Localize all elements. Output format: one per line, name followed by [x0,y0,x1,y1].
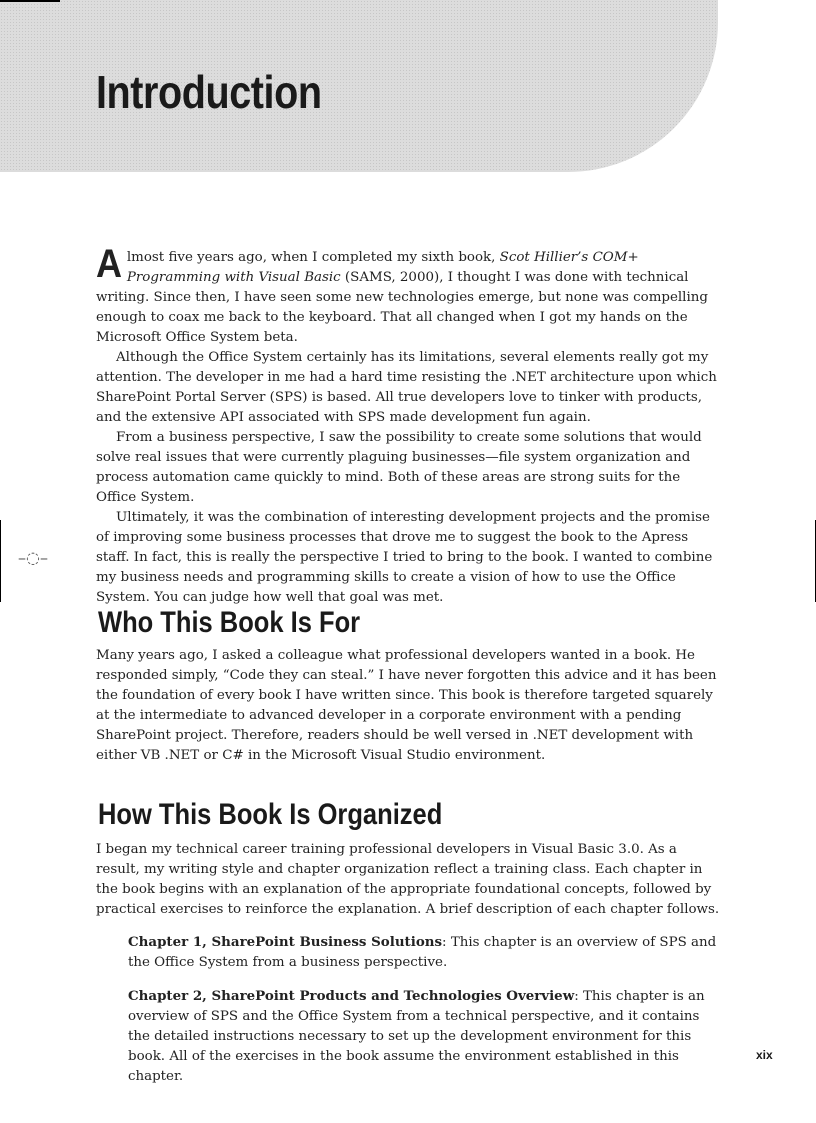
top-rule [0,0,60,2]
how-paragraph: I began my technical career training professional developers in Visual Basic 3.0. As a result, my writing style and chapter organization reflect a training class. Each chapter in the book begins with an explanation of the appropriate foundational concepts, followed by practical exercises to reinforce the explanation. A brief description of each chapter follows. [96,842,720,917]
drop-cap: A [96,242,123,286]
who-section [96,646,721,766]
who-paragraph: Many years ago, I asked a colleague what professional developers wanted in a book. He responded simply, “Code they can steal.” I have never forgotten this advice and it has been the foundation of every book I have written since. This book is therefore targeted squarely at the intermediate to advanced developer in a corporate environment with a pending SharePoint project. Therefore, readers should be well versed in .NET development with either VB .NET or C# in the Microsoft Visual Studio environment. [96,648,717,763]
chapter-description: : This chapter is an overview of SPS and the Office System from a business perspective. [128,935,717,970]
section-heading-how: How This Book Is Organized [98,798,443,831]
chapter-description: : This chapter is an overview of SPS and the Office System from a technical perspective, and it contains the detailed instructions necessary to set up the development environment for this book. All of the exercises in the book assume the environment established in this chapter. [128,989,705,1084]
intro-paragraph-3: From a business perspective, I saw the possibility to create some solutions that would solve real issues that were currently plaguing businesses—file system organization and process automation came quickly to mind. Both of these areas are strong suits for the Office System. [96,430,702,505]
chapter-title: Chapter 1, SharePoint Business Solutions [128,934,443,950]
intro-paragraph-4: Ultimately, it was the combination of interesting development projects and the promise of improving some business processes that drove me to suggest the book to the Apress staff. In fact, this is really the perspective I tried to bring to the book. I wanted to combine my business needs and programming skills to create a vision of how to use the Office System. You can judge how well that goal was met. [96,510,713,605]
chapter-entry-1 [128,932,723,973]
registration-mark: –◌– [18,548,48,567]
page-title: Introduction [96,66,322,118]
how-section [96,840,721,920]
intro-paragraph-1 [96,242,721,348]
intro-p1-start: lmost five years ago, when I completed my sixth book, [126,250,500,265]
book-title: Scot Hillier’s COM+ Programming with Visual Basic [126,250,639,285]
intro-section [96,242,721,608]
section-heading-who: Who This Book Is For [98,606,361,639]
chapter-title: Chapter 2, SharePoint Products and Technologies Overview [128,988,575,1004]
left-crop-line [0,520,1,602]
intro-paragraph-2: Although the Office System certainly has its limitations, several elements really got my attention. The developer in me had a hard time resisting the .NET architecture upon which SharePoint Portal Server (SPS) is based. All true developers love to tinker with products, and the extensive API associated with SPS made development fun again. [96,350,717,425]
intro-p1-end: (SAMS, 2000), I thought I was done with technical writing. Since then, I have seen some new technologies emerge, but none was compelling enough to coax me back to the keyboard. That all changed when I got my hands on the Microsoft Office System beta. [96,270,708,345]
chapter-entry-2 [128,986,723,1087]
page-number: xix [756,1048,773,1062]
